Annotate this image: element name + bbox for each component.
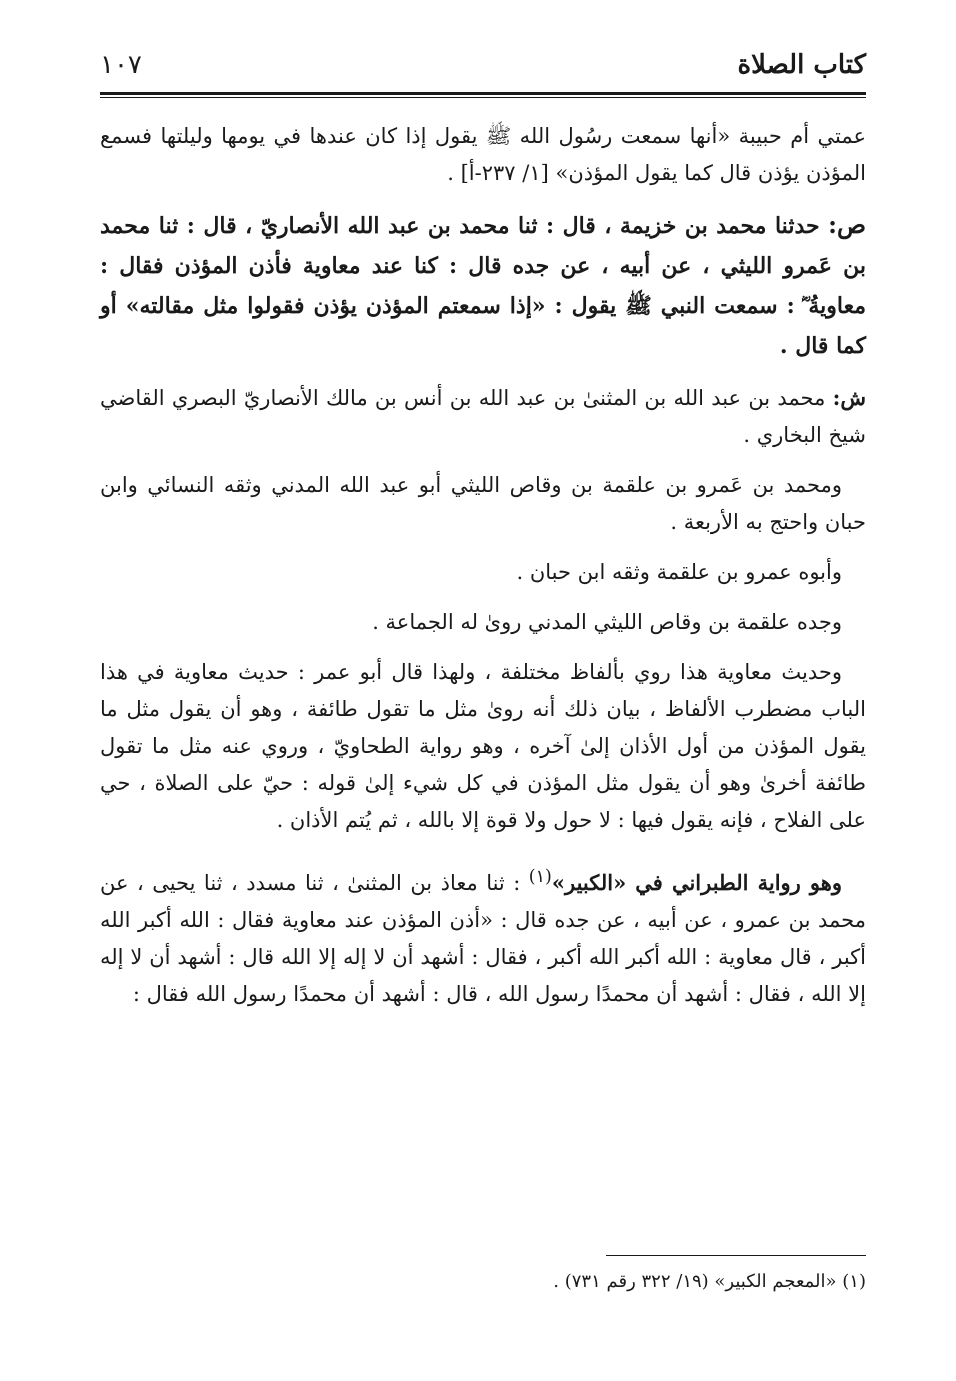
paragraph-text: عمتي أم حبيبة «أنها سمعت رسُول الله ﷺ يقول إذا كان عندها في يومها وليلتها فسمع المؤذن يؤذن قال كما يقول المؤذن» [١/ ٢٣٧-أ] . — [100, 124, 866, 185]
page-body — [100, 118, 866, 1026]
paragraph-tabarani — [100, 859, 866, 1013]
paragraph-text: : ثنا معاذ بن المثنىٰ ، ثنا مسدد ، ثنا يحيى ، عن محمد بن عمرو ، عن أبيه ، عن جده قال : «أذن المؤذن عند معاوية فقال : الله أكبر الله أكبر ، قال معاوية : الله أكبر الله أكبر ، فقال : أشهد أن لا إله إلا الله قال : أشهد أن لا إله إلا الله ، فقال : أشهد أن محمدًا رسول الله ، قال : أشهد أن محمدًا رسول الله فقال : — [100, 871, 866, 1006]
paragraph-label: وهو رواية الطبراني في «الكبير» — [551, 870, 842, 895]
paragraph-text: وأبوه عمرو بن علقمة وثقه ابن حبان . — [516, 560, 842, 584]
paragraph-sad — [100, 205, 866, 366]
footnote-marker: (١) — [528, 867, 552, 887]
paragraph-narrator-3 — [100, 554, 866, 591]
paragraph-label: ش: — [832, 385, 866, 410]
paragraph-label: ص: — [828, 210, 866, 239]
paragraph-narrator-2 — [100, 467, 866, 541]
paragraph-commentary — [100, 654, 866, 839]
paragraph-text: وحديث معاوية هذا روي بألفاظ مختلفة ، ولهذا قال أبو عمر : حديث معاوية في هذا الباب مضطرب الألفاظ ، بيان ذلك أنه روىٰ مثل ما تقول طائفة ، وهو أن يقول مثل ما يقول المؤذن من أول الأذان إلىٰ آخره ، وهو رواية الطحاويّ ، وروي عنه مثل ما تقول طائفة أخرىٰ وهو أن يقول مثل المؤذن في كل شيء إلىٰ قوله : حيّ على الصلاة ، حي على الفلاح ، فإنه يقول فيها : لا حول ولا قوة إلا بالله ، ثم يُتم الأذان . — [100, 660, 866, 832]
footnote: (١) «المعجم الكبير» (١٩/ ٣٢٢ رقم ٧٣١) . — [553, 1271, 866, 1292]
page-number: ١٠٧ — [100, 50, 142, 80]
page-header — [100, 50, 866, 94]
paragraph-text: وجده علقمة بن وقاص الليثي المدني روىٰ له الجماعة . — [372, 610, 842, 634]
paragraph-text: ومحمد بن عَمرو بن علقمة بن وقاص الليثي أبو عبد الله المدني وثقه النسائي وابن حبان واحتج به الأربعة . — [100, 473, 866, 534]
paragraph-intro — [100, 118, 866, 192]
paragraph-narrator-4 — [100, 604, 866, 641]
paragraph-text: حدثنا محمد بن خزيمة ، قال : ثنا محمد بن عبد الله الأنصاريّ ، قال : ثنا محمد بن عَمرو الليثي ، عن أبيه ، عن جده قال : كنا عند معاوية فأذن المؤذن فقال : معاويةُ ؓ : سمعت النبي ﷺ يقول : «إذا سمعتم المؤذن يؤذن فقولوا مثل مقالته» أو كما قال . — [100, 213, 866, 359]
paragraph-text: محمد بن عبد الله بن المثنىٰ بن عبد الله بن أنس بن مالك الأنصاريّ البصري القاضي شيخ البخاري . — [100, 386, 866, 447]
paragraph-shin — [100, 379, 866, 454]
header-rule-thick — [100, 92, 866, 95]
footnote-rule — [606, 1255, 866, 1256]
running-title: كتاب الصلاة — [737, 50, 866, 80]
header-rule-thin — [100, 97, 866, 98]
